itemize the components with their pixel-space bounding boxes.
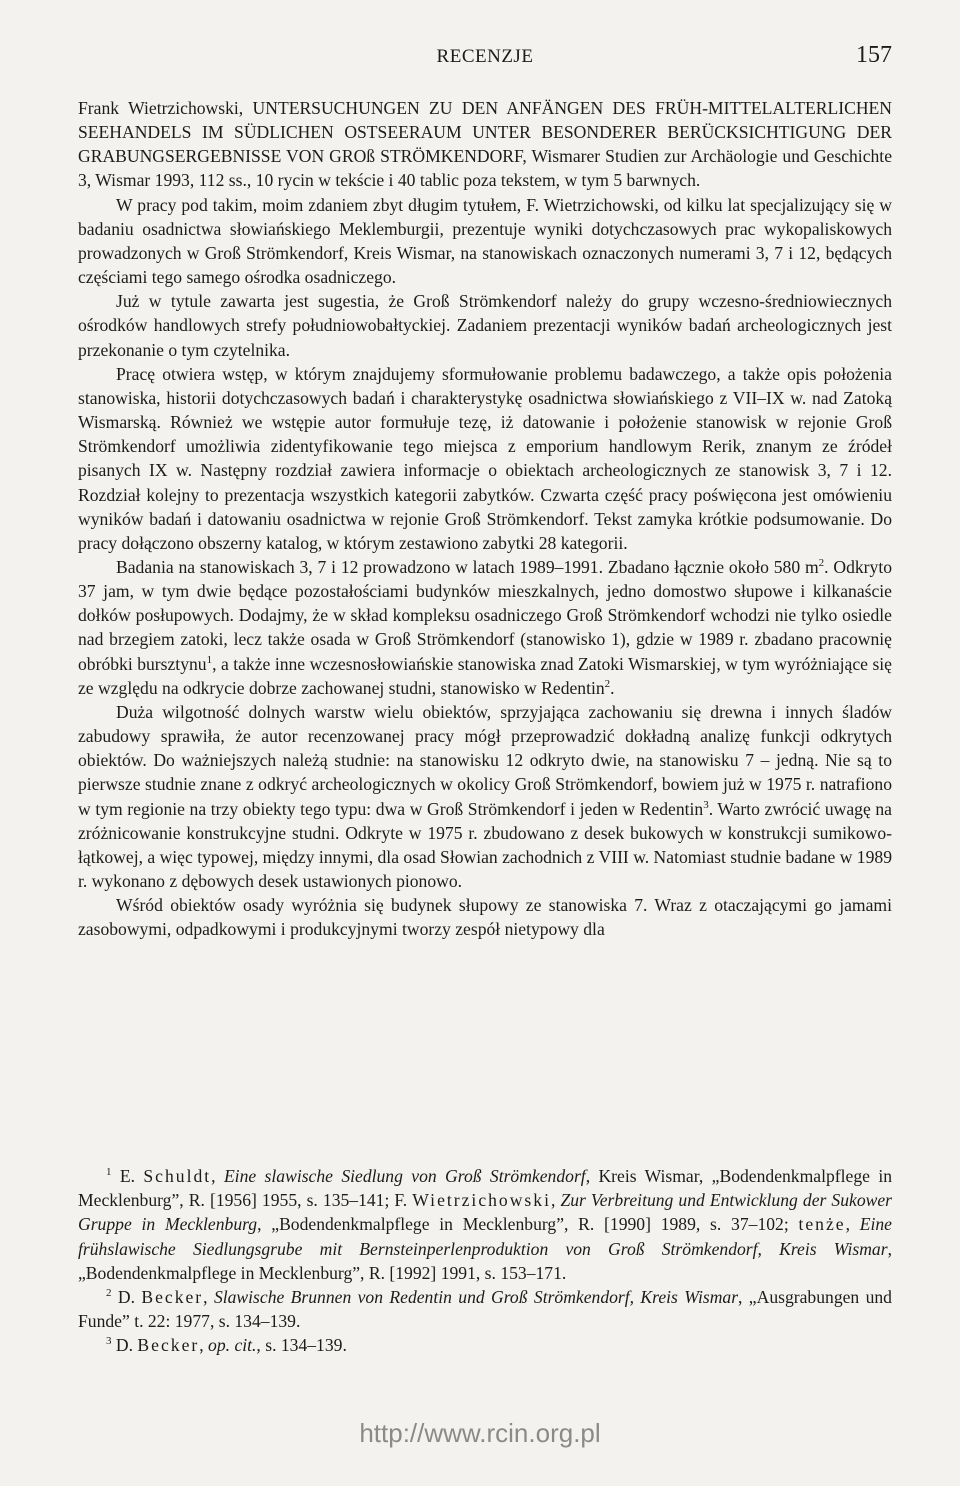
author-name: Wietrzichowski xyxy=(412,1190,551,1211)
footnote-text: , s. 134–139. xyxy=(256,1335,347,1356)
superscript-2: 2 xyxy=(818,557,825,570)
author-name: Schuldt xyxy=(143,1166,212,1186)
page-header xyxy=(78,42,892,72)
bibliographic-entry: Frank Wietrzichowski, UNTERSUCHUNGEN ZU DEN ANFÄNGEN DES FRÜH-MITTELALTERLICHEN SEEHANDELS IM SÜDLICHEN OSTSEERAUM UNTER BESONDERER BERÜCKSICHTIGUNG DER GRABUNGSERGEBNISSE VON GROß STRÖMKENDORF, Wismarer Studien zur Archäologie und Geschichte 3, Wismar 1993, 112 ss., 10 rycin w tekście i 40 tablic poza tekstem, w tym 5 barwnych. xyxy=(78,98,892,191)
paragraph-2: Już w tytule zawarta jest sugestia, że Groß Strömkendorf należy do grupy wczesno-średniowiecznych ośrodków handlowych strefy południowobałtyckiej. Zadaniem prezentacji wyników badań archeologicznych jest przekonanie o tym czytelnika. xyxy=(78,291,892,360)
footnote-number: 1 xyxy=(106,1166,112,1179)
work-title: Zur Verbreitung und Entwicklung der Sukower Gruppe in Mecklenburg xyxy=(78,1190,893,1235)
footnote-ref-2: 2 xyxy=(604,677,611,690)
footnote-text: , xyxy=(199,1335,209,1356)
author-name: tenże xyxy=(798,1214,846,1235)
paragraph-5-part-a: Duża wilgotność dolnych warstw wielu obiektów, sprzyjająca zachowaniu się drewna i innych śladów zabudowy sprawiła, że autor recenzowanej pracy mógł przeprowadzić dokładną analizę funkcji odkrytych obiektów. Do ważniejszych należą studnie: na stanowisku 12 odkryto dwie, na stanowisku 7 – jedną. Nie są to pierwsze studnie znane z odkryć archeologicznych w okolicy Groß Strömkendorf, bowiem już w 1975 r. natrafiono w tym regionie na trzy obiekty tego typu: dwa w Groß Strömkendorf i jeden w Redentin xyxy=(78,701,892,819)
footnote-text: D. xyxy=(117,1287,142,1308)
footnote-text: , Kreis Wismar, „Bodendenkmalpflege in Mecklenburg”, R. [1956] 1955, s. 135–141; F. xyxy=(78,1166,893,1211)
footnote-ref-1: 1 xyxy=(206,653,213,666)
work-title: op. cit. xyxy=(208,1335,257,1356)
page-number: 157 xyxy=(856,42,892,68)
paragraph-3: Pracę otwiera wstęp, w którym znajdujemy sformułowanie problemu badawczego, a także opis położenia stanowiska, historii dotychczasowych badań i charakterystykę osadnictwa słowiańskiego z VII–IX w. nad Zatoką Wismarską. Również we wstępie autor formułuje tezę, iż datowanie i położenie stanowisk w rejonie Groß Strömkendorf umożliwia zidentyfikowanie tego miejsca z emporium handlowym Rerik, znanym ze źródeł pisanych IX w. Następny rozdział zawiera informacje o obiektach archeologicznych ze stanowisk 3, 7 i 12. Rozdział kolejny to prezentacja wszystkich kategorii zabytków. Czwarta część pracy poświęcona jest omówieniu wyników badań i datowaniu osadnictwa w rejonie Groß Strömkendorf. Tekst zamyka krótkie podsumowanie. Do pracy dołączono obszerny katalog, w którym zestawiono zabytki 28 kategorii. xyxy=(78,363,892,553)
footnote-3 xyxy=(78,1333,892,1357)
paragraph-4-part-a: Badania na stanowiskach 3, 7 i 12 prowadzono w latach 1989–1991. Zbadano łącznie około 580 m xyxy=(116,556,819,577)
source-watermark: http://www.rcin.org.pl xyxy=(359,1418,601,1448)
footnote-text: , xyxy=(211,1166,224,1186)
paragraph-4 xyxy=(78,555,892,700)
work-title: Eine slawische Siedlung von Groß Strömkendorf xyxy=(223,1166,586,1186)
review-body xyxy=(78,96,892,941)
footnotes xyxy=(78,1164,892,1358)
footnote-text: E. xyxy=(119,1166,144,1186)
paragraph-6: Wśród obiektów osady wyróżnia się budynek słupowy ze stanowiska 7. Wraz z otaczającymi go jamami zasobowymi, odpadkowymi i produkcyjnymi tworzy zespół nietypowy dla xyxy=(78,895,892,940)
author-name: Becker xyxy=(141,1287,204,1308)
footnote-text: , xyxy=(203,1287,214,1308)
work-title: Slawische Brunnen von Redentin und Groß Strömkendorf, Kreis Wismar xyxy=(213,1287,739,1308)
footnote-text: , „Bodendenkmalpflege in Mecklenburg”, R. [1990] 1989, s. 37–102; xyxy=(257,1214,799,1235)
paragraph-4-part-b: . Odkryto 37 jam, w tym dwie będące pozostałościami budynków mieszkalnych, jedno domostwo słupowe i kilkanaście dołków posłupowych. Dodajmy, że w skład kompleksu osadniczego Groß Strömkendorf wchodzi nie tylko osiedle nad brzegiem zatoki, lecz także osada w Groß Strömkendorf (stanowisko 1), gdzie w 1989 r. zbadano pracownię obróbki bursztynu xyxy=(78,556,893,674)
footnote-text: , xyxy=(550,1190,561,1211)
footnote-1 xyxy=(78,1164,892,1285)
paragraph-4-part-d: . xyxy=(610,677,615,698)
author-name: Becker xyxy=(137,1335,200,1356)
footnote-text: , „Bodendenkmalpflege in Mecklenburg”, R. [1992] 1991, s. 153–171. xyxy=(78,1238,892,1283)
footnote-number: 2 xyxy=(106,1287,112,1300)
footnote-number: 3 xyxy=(106,1335,112,1348)
footnote-text: , „Ausgrabungen und Funde” t. 22: 1977, s. 134–139. xyxy=(78,1287,892,1332)
paragraph-4-part-c: , a także inne wczesnosłowiańskie stanowiska znad Zatoki Wismarskiej, w tym wyróżniające się ze względu na odkrycie dobrze zachowanej studni, stanowisko w Redentin xyxy=(78,653,892,698)
footnote-text: , xyxy=(845,1214,860,1235)
footnote-text: D. xyxy=(115,1335,138,1356)
work-title: Eine frühslawische Siedlungsgrube mit Bernsteinperlenproduktion von Groß Strömkendorf, Kreis Wismar xyxy=(78,1214,892,1259)
footnote-ref-3: 3 xyxy=(703,798,709,811)
footnote-2 xyxy=(78,1285,892,1333)
paragraph-1: W pracy pod takim, moim zdaniem zbyt długim tytułem, F. Wietrzichowski, od kilku lat specjalizujący się w badaniu osadnictwa słowiańskiego Meklemburgii, prezentuje wyniki dotychczasowych prac wykopaliskowych prowadzonych w Groß Strömkendorf, Kreis Wismar, na stanowiskach oznaczonych numerami 3, 7 i 12, będących częściami tego samego ośrodka osadniczego. xyxy=(78,194,892,288)
paragraph-5 xyxy=(78,700,892,893)
paragraph-5-part-b: . Warto zwrócić uwagę na zróżnicowanie konstrukcyjne studni. Odkryte w 1975 r. zbudowano z desek bukowych w konstrukcji sumikowo-łątkowej, a więc typowej, między innymi, dla osad Słowian zachodnich z VIII w. Natomiast studnie badane w 1989 r. wykonano z dębowych desek ustawionych pionowo. xyxy=(78,798,892,891)
running-head: RECENZJE xyxy=(436,46,534,67)
